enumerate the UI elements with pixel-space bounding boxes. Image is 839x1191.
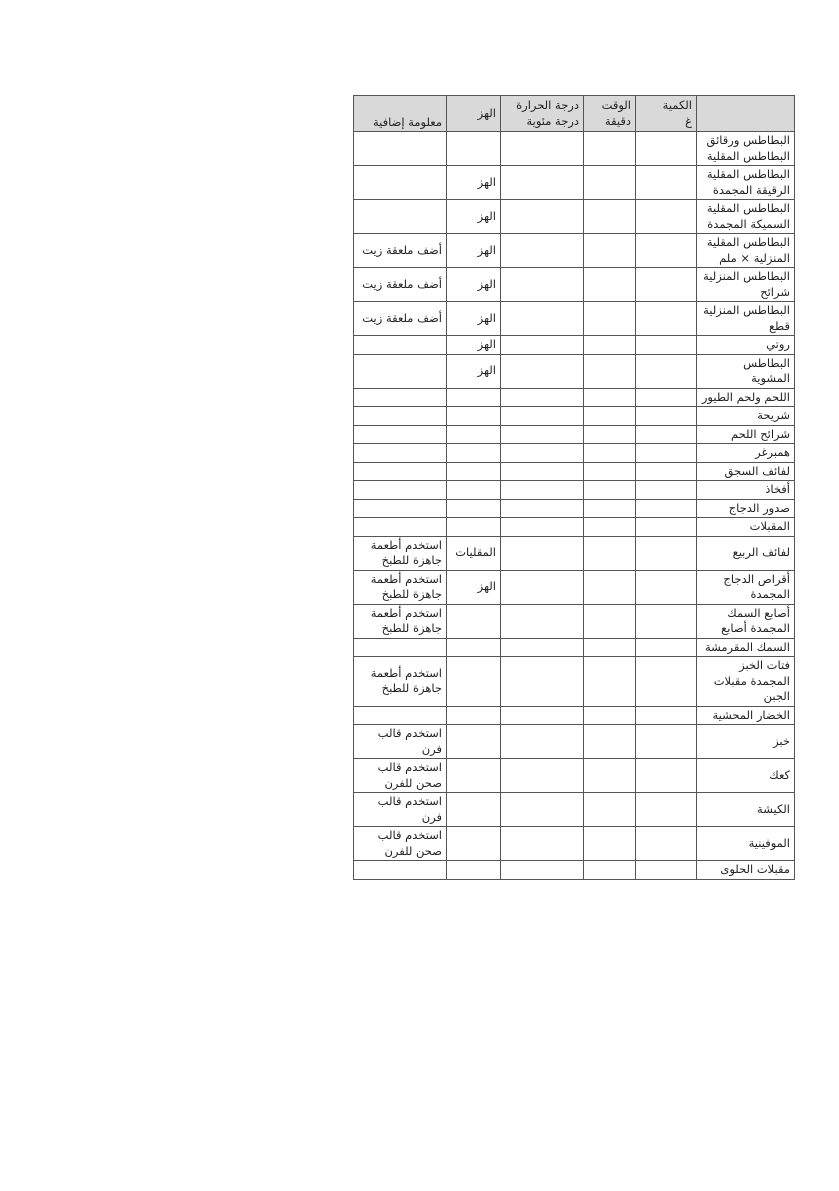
time-cell (584, 499, 636, 518)
food-cell: شريحة (697, 407, 795, 426)
info-cell (354, 638, 447, 657)
info-cell: أضف ملعقة زيت (354, 234, 447, 268)
quantity-cell (636, 657, 697, 707)
temperature-cell (501, 336, 584, 355)
shake-cell (447, 388, 501, 407)
info-cell: استخدم قالب صحن للفرن (354, 827, 447, 861)
temperature-cell (501, 657, 584, 707)
quantity-cell (636, 759, 697, 793)
info-column-header: معلومة إضافية (354, 96, 447, 132)
table-row (354, 462, 795, 481)
shake-cell (447, 499, 501, 518)
quantity-cell (636, 302, 697, 336)
table-row (354, 200, 795, 234)
shake-cell (447, 657, 501, 707)
temperature-cell (501, 793, 584, 827)
quantity-cell (636, 407, 697, 426)
cooking-table (353, 95, 795, 880)
time-cell (584, 518, 636, 537)
food-cell: أصابع السمك المجمدة أصابع (697, 604, 795, 638)
time-cell (584, 444, 636, 463)
shake-cell: الهز (447, 200, 501, 234)
time-cell (584, 759, 636, 793)
table-row (354, 536, 795, 570)
info-cell (354, 354, 447, 388)
shake-cell (447, 604, 501, 638)
time-header-label: الوقت (601, 98, 631, 112)
info-cell: استخدم قالب فرن (354, 793, 447, 827)
time-cell (584, 132, 636, 166)
food-cell: البطاطس المشوية (697, 354, 795, 388)
food-cell: روتي (697, 336, 795, 355)
temperature-cell (501, 499, 584, 518)
time-cell (584, 861, 636, 880)
quantity-cell (636, 132, 697, 166)
time-cell (584, 638, 636, 657)
food-cell: البطاطس المنزلية قطع (697, 302, 795, 336)
quantity-cell (636, 200, 697, 234)
quantity-cell (636, 570, 697, 604)
quantity-cell (636, 388, 697, 407)
time-cell (584, 388, 636, 407)
quantity-cell (636, 861, 697, 880)
table-row (354, 481, 795, 500)
table-row (354, 861, 795, 880)
table-row (354, 336, 795, 355)
temperature-cell (501, 725, 584, 759)
food-cell: الخضار المحشية (697, 706, 795, 725)
table-row (354, 638, 795, 657)
time-column-header (584, 96, 636, 132)
food-cell: مقبلات الحلوى (697, 861, 795, 880)
temperature-cell (501, 388, 584, 407)
temperature-cell (501, 132, 584, 166)
food-cell: الموفينية (697, 827, 795, 861)
quantity-cell (636, 481, 697, 500)
table-row (354, 657, 795, 707)
food-cell: البطاطس المقلية المنزلية × ملم (697, 234, 795, 268)
info-cell: استخدم قالب صحن للفرن (354, 759, 447, 793)
info-cell (354, 425, 447, 444)
temperature-cell (501, 861, 584, 880)
table-row (354, 234, 795, 268)
shake-cell: الهز (447, 268, 501, 302)
table-row (354, 499, 795, 518)
info-cell: استخدم أطعمة جاهزة للطبخ (354, 536, 447, 570)
shake-column-header: الهز (447, 96, 501, 132)
table-header-row (354, 96, 795, 132)
shake-cell (447, 725, 501, 759)
table-row (354, 604, 795, 638)
shake-cell: الهز (447, 302, 501, 336)
quantity-column-header (636, 96, 697, 132)
info-cell (354, 518, 447, 537)
info-cell (354, 861, 447, 880)
time-cell (584, 268, 636, 302)
time-cell (584, 200, 636, 234)
temperature-cell (501, 604, 584, 638)
food-cell: البطاطس المقلية الرقيقة المجمدة (697, 166, 795, 200)
shake-cell (447, 132, 501, 166)
info-cell: استخدم أطعمة جاهزة للطبخ (354, 604, 447, 638)
quantity-cell (636, 425, 697, 444)
table-row (354, 132, 795, 166)
table-row (354, 407, 795, 426)
shake-cell (447, 425, 501, 444)
time-cell (584, 481, 636, 500)
time-cell (584, 657, 636, 707)
quantity-cell (636, 234, 697, 268)
time-cell (584, 166, 636, 200)
table-row (354, 302, 795, 336)
quantity-cell (636, 793, 697, 827)
food-cell: فتات الخبز المجمدة مقبلات الجبن (697, 657, 795, 707)
food-cell: البطاطس ورقائق البطاطس المقلية (697, 132, 795, 166)
food-cell: السمك المقرمشة (697, 638, 795, 657)
time-header-unit: دقيقة (604, 113, 631, 128)
shake-cell (447, 793, 501, 827)
time-cell (584, 425, 636, 444)
time-cell (584, 827, 636, 861)
info-cell: استخدم قالب فرن (354, 725, 447, 759)
table-row (354, 759, 795, 793)
time-cell (584, 462, 636, 481)
time-cell (584, 604, 636, 638)
shake-cell (447, 759, 501, 793)
time-cell (584, 706, 636, 725)
table-row (354, 354, 795, 388)
shake-cell: الهز (447, 354, 501, 388)
quantity-cell (636, 604, 697, 638)
shake-cell (447, 481, 501, 500)
shake-cell (447, 638, 501, 657)
info-cell (354, 499, 447, 518)
quantity-cell (636, 518, 697, 537)
info-cell (354, 166, 447, 200)
quantity-cell (636, 166, 697, 200)
food-cell: صدور الدجاج (697, 499, 795, 518)
temperature-cell (501, 706, 584, 725)
time-cell (584, 570, 636, 604)
quantity-header-label: الكمية (662, 98, 692, 112)
food-cell: لفائف السجق (697, 462, 795, 481)
food-cell: همبرغر (697, 444, 795, 463)
shake-cell: الهز (447, 570, 501, 604)
food-cell: كعك (697, 759, 795, 793)
info-cell: استخدم أطعمة جاهزة للطبخ (354, 570, 447, 604)
quantity-cell (636, 268, 697, 302)
temperature-cell (501, 518, 584, 537)
temperature-cell (501, 638, 584, 657)
table-row (354, 827, 795, 861)
quantity-cell (636, 336, 697, 355)
cooking-table-container (353, 95, 794, 880)
shake-cell: الهز (447, 166, 501, 200)
info-cell: أضف ملعقة زيت (354, 302, 447, 336)
quantity-cell (636, 462, 697, 481)
temperature-cell (501, 234, 584, 268)
food-cell: لفائف الربيع (697, 536, 795, 570)
temperature-header-label: درجة الحرارة (516, 98, 579, 112)
food-cell: المقبلات (697, 518, 795, 537)
quantity-cell (636, 706, 697, 725)
food-cell: أقراص الدجاج المجمدة (697, 570, 795, 604)
temperature-cell (501, 481, 584, 500)
info-cell (354, 200, 447, 234)
shake-cell: الهز (447, 234, 501, 268)
food-cell: أفخاذ (697, 481, 795, 500)
table-row (354, 166, 795, 200)
table-row (354, 444, 795, 463)
food-cell: الكيشة (697, 793, 795, 827)
time-cell (584, 536, 636, 570)
info-cell: استخدم أطعمة جاهزة للطبخ (354, 657, 447, 707)
quantity-cell (636, 499, 697, 518)
table-row (354, 725, 795, 759)
table-row (354, 268, 795, 302)
shake-cell (447, 861, 501, 880)
temperature-cell (501, 407, 584, 426)
time-cell (584, 725, 636, 759)
temperature-cell (501, 536, 584, 570)
table-body (354, 132, 795, 880)
temperature-cell (501, 425, 584, 444)
temperature-cell (501, 268, 584, 302)
time-cell (584, 302, 636, 336)
quantity-cell (636, 827, 697, 861)
food-cell: البطاطس المقلية السميكة المجمدة (697, 200, 795, 234)
shake-cell: المقليات (447, 536, 501, 570)
quantity-cell (636, 536, 697, 570)
time-cell (584, 793, 636, 827)
table-row (354, 706, 795, 725)
info-cell (354, 444, 447, 463)
shake-cell (447, 706, 501, 725)
temperature-cell (501, 759, 584, 793)
info-cell (354, 481, 447, 500)
quantity-cell (636, 444, 697, 463)
time-cell (584, 407, 636, 426)
table-row (354, 793, 795, 827)
quantity-cell (636, 725, 697, 759)
info-cell: أضف ملعقة زيت (354, 268, 447, 302)
time-cell (584, 354, 636, 388)
food-column-header (697, 96, 795, 132)
temperature-cell (501, 354, 584, 388)
table-row (354, 388, 795, 407)
shake-cell (447, 827, 501, 861)
shake-cell (447, 518, 501, 537)
temperature-cell (501, 462, 584, 481)
temperature-header-unit: درجة مئوية (526, 113, 579, 128)
food-cell: خبز (697, 725, 795, 759)
temperature-cell (501, 200, 584, 234)
info-cell (354, 462, 447, 481)
temperature-cell (501, 444, 584, 463)
table-row (354, 425, 795, 444)
table-row (354, 518, 795, 537)
temperature-cell (501, 166, 584, 200)
info-cell (354, 706, 447, 725)
quantity-header-unit: غ (685, 113, 692, 128)
info-cell (354, 388, 447, 407)
food-cell: اللحم ولحم الطيور (697, 388, 795, 407)
info-cell (354, 336, 447, 355)
food-cell: شرائح اللحم (697, 425, 795, 444)
temperature-column-header (501, 96, 584, 132)
shake-cell (447, 462, 501, 481)
temperature-cell (501, 302, 584, 336)
info-cell (354, 407, 447, 426)
food-cell: البطاطس المنزلية شرائح (697, 268, 795, 302)
temperature-cell (501, 827, 584, 861)
shake-cell: الهز (447, 336, 501, 355)
quantity-cell (636, 354, 697, 388)
shake-cell (447, 407, 501, 426)
info-cell (354, 132, 447, 166)
time-cell (584, 234, 636, 268)
temperature-cell (501, 570, 584, 604)
shake-cell (447, 444, 501, 463)
table-row (354, 570, 795, 604)
time-cell (584, 336, 636, 355)
quantity-cell (636, 638, 697, 657)
